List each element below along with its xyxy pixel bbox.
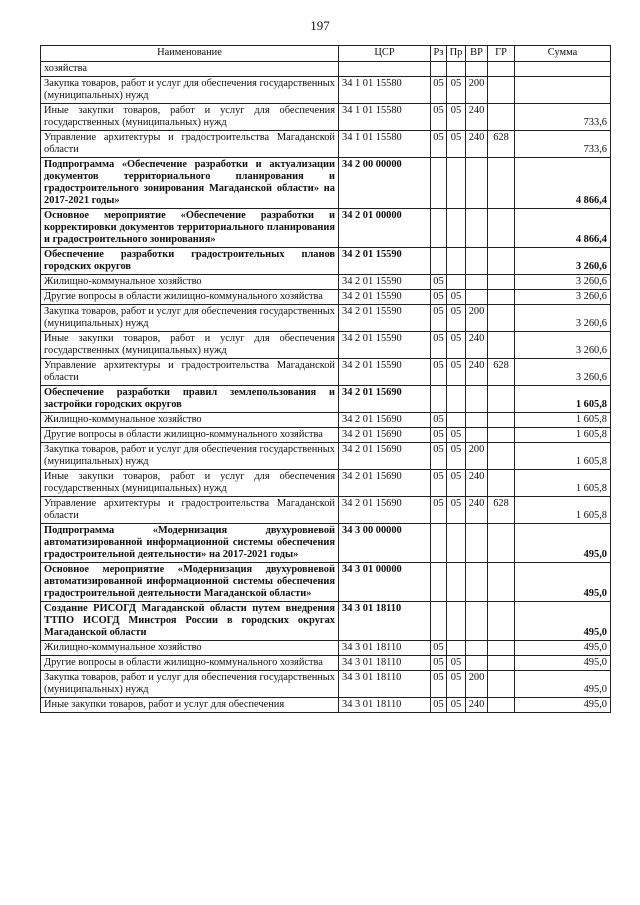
cell-gr (488, 443, 515, 470)
cell-rz (431, 209, 447, 248)
cell-csr: 34 2 01 15590 (339, 290, 431, 305)
table-row (41, 332, 611, 359)
cell-pr: 05 (447, 443, 466, 470)
table-row (41, 470, 611, 497)
cell-gr: 628 (488, 131, 515, 158)
cell-gr (488, 671, 515, 698)
cell-pr (447, 275, 466, 290)
cell-rz (431, 563, 447, 602)
cell-sum: 733,6 (515, 104, 611, 131)
cell-pr: 05 (447, 290, 466, 305)
cell-rz: 05 (431, 305, 447, 332)
cell-sum: 1 605,8 (515, 470, 611, 497)
cell-rz (431, 602, 447, 641)
cell-csr: 34 2 01 15690 (339, 413, 431, 428)
cell-sum: 495,0 (515, 602, 611, 641)
cell-csr: 34 2 01 15690 (339, 470, 431, 497)
table-row (41, 443, 611, 470)
table-row (41, 671, 611, 698)
cell-vr: 240 (466, 332, 488, 359)
cell-sum: 495,0 (515, 524, 611, 563)
cell-sum: 3 260,6 (515, 275, 611, 290)
cell-gr: 628 (488, 497, 515, 524)
page-number: 197 (310, 18, 330, 33)
cell-gr (488, 641, 515, 656)
cell-vr: 240 (466, 131, 488, 158)
cell-vr (466, 413, 488, 428)
table-row (41, 275, 611, 290)
cell-name: Жилищно-коммунальное хозяйство (41, 275, 339, 290)
cell-rz: 05 (431, 443, 447, 470)
cell-gr (488, 656, 515, 671)
cell-csr: 34 1 01 15580 (339, 104, 431, 131)
cell-vr (466, 602, 488, 641)
cell-name: Закупка товаров, работ и услуг для обеспечения государственных (муниципальных) нужд (41, 671, 339, 698)
cell-name: Подпрограмма «Обеспечение разработки и актуализации документов территориального планирования и градостроительного зонирования Магаданской области» на 2017-2021 годы» (41, 158, 339, 209)
cell-csr: 34 2 01 15690 (339, 428, 431, 443)
cell-pr: 05 (447, 104, 466, 131)
cell-gr (488, 386, 515, 413)
cell-csr: 34 2 01 15590 (339, 332, 431, 359)
cell-pr (447, 524, 466, 563)
header-rz: Рз (431, 46, 447, 62)
cell-gr (488, 290, 515, 305)
cell-rz: 05 (431, 497, 447, 524)
cell-csr: 34 2 01 15590 (339, 275, 431, 290)
cell-sum: 1 605,8 (515, 428, 611, 443)
cell-vr (466, 248, 488, 275)
cell-pr: 05 (447, 428, 466, 443)
cell-name: Иные закупки товаров, работ и услуг для обеспечения государственных (муниципальных) нужд (41, 332, 339, 359)
cell-csr: 34 1 01 15580 (339, 77, 431, 104)
cell-pr: 05 (447, 698, 466, 713)
cell-vr: 240 (466, 104, 488, 131)
cell-vr: 200 (466, 305, 488, 332)
cell-vr: 200 (466, 443, 488, 470)
cell-pr (447, 413, 466, 428)
cell-vr (466, 386, 488, 413)
cell-csr: 34 3 01 18110 (339, 698, 431, 713)
cell-pr: 05 (447, 671, 466, 698)
cell-csr: 34 2 01 00000 (339, 209, 431, 248)
cell-pr: 05 (447, 656, 466, 671)
table-row (41, 656, 611, 671)
cell-pr (447, 641, 466, 656)
cell-gr (488, 248, 515, 275)
cell-sum: 495,0 (515, 698, 611, 713)
cell-name: Управление архитектуры и градостроительства Магаданской области (41, 497, 339, 524)
cell-vr: 240 (466, 497, 488, 524)
table-row (41, 602, 611, 641)
cell-sum (515, 62, 611, 77)
cell-sum: 1 605,8 (515, 413, 611, 428)
cell-sum: 1 605,8 (515, 386, 611, 413)
cell-gr (488, 209, 515, 248)
table-row (41, 386, 611, 413)
cell-pr: 05 (447, 77, 466, 104)
cell-pr: 05 (447, 305, 466, 332)
cell-gr (488, 698, 515, 713)
table-row (41, 428, 611, 443)
cell-csr: 34 3 01 00000 (339, 563, 431, 602)
cell-rz: 05 (431, 131, 447, 158)
cell-sum: 4 866,4 (515, 209, 611, 248)
cell-csr: 34 2 01 15690 (339, 443, 431, 470)
cell-vr: 240 (466, 698, 488, 713)
cell-rz: 05 (431, 359, 447, 386)
cell-sum: 495,0 (515, 671, 611, 698)
cell-rz: 05 (431, 641, 447, 656)
cell-vr (466, 563, 488, 602)
cell-rz (431, 524, 447, 563)
cell-csr: 34 2 01 15690 (339, 386, 431, 413)
cell-name: Жилищно-коммунальное хозяйство (41, 413, 339, 428)
cell-csr: 34 3 01 18110 (339, 671, 431, 698)
cell-sum: 3 260,6 (515, 290, 611, 305)
cell-csr: 34 3 01 18110 (339, 602, 431, 641)
cell-vr (466, 62, 488, 77)
cell-pr (447, 563, 466, 602)
cell-rz (431, 386, 447, 413)
cell-vr (466, 158, 488, 209)
header-sum: Сумма (515, 46, 611, 62)
cell-gr (488, 563, 515, 602)
cell-name: хозяйства (41, 62, 339, 77)
cell-name: Обеспечение разработки правил землепользования и застройки городских округов (41, 386, 339, 413)
cell-sum: 1 605,8 (515, 497, 611, 524)
cell-name: Жилищно-коммунальное хозяйство (41, 641, 339, 656)
cell-rz: 05 (431, 428, 447, 443)
cell-name: Обеспечение разработки градостроительных планов городских округов (41, 248, 339, 275)
cell-csr: 34 2 01 15590 (339, 359, 431, 386)
cell-pr (447, 62, 466, 77)
cell-sum: 495,0 (515, 656, 611, 671)
cell-csr: 34 3 01 18110 (339, 641, 431, 656)
cell-name: Основное мероприятие «Модернизация двухуровневой автоматизированной информационной системы обеспечения градостроительной деятельности Магаданской области» (41, 563, 339, 602)
table-row (41, 305, 611, 332)
cell-vr (466, 428, 488, 443)
cell-pr: 05 (447, 359, 466, 386)
cell-name: Подпрограмма «Модернизация двухуровневой автоматизированной информационной системы обеспечения градостроительной деятельности» на 2017-2021 годы» (41, 524, 339, 563)
cell-sum: 1 605,8 (515, 443, 611, 470)
table-row (41, 524, 611, 563)
cell-gr (488, 428, 515, 443)
cell-vr (466, 524, 488, 563)
cell-vr: 200 (466, 671, 488, 698)
cell-sum: 3 260,6 (515, 305, 611, 332)
cell-vr (466, 290, 488, 305)
cell-pr (447, 386, 466, 413)
cell-gr (488, 275, 515, 290)
cell-rz (431, 62, 447, 77)
table-header-row (41, 46, 611, 62)
cell-csr: 34 2 01 15690 (339, 497, 431, 524)
cell-csr: 34 3 00 00000 (339, 524, 431, 563)
cell-gr (488, 305, 515, 332)
table-row (41, 497, 611, 524)
cell-pr: 05 (447, 470, 466, 497)
cell-sum: 4 866,4 (515, 158, 611, 209)
cell-csr: 34 2 01 15590 (339, 305, 431, 332)
cell-vr: 240 (466, 359, 488, 386)
cell-name: Иные закупки товаров, работ и услуг для обеспечения (41, 698, 339, 713)
cell-name: Основное мероприятие «Обеспечение разработки и корректировки документов территориального планирования и градостроительного зонирования» (41, 209, 339, 248)
table-row (41, 62, 611, 77)
header-csr: ЦСР (339, 46, 431, 62)
table-row (41, 290, 611, 305)
table-row (41, 77, 611, 104)
cell-rz: 05 (431, 332, 447, 359)
cell-rz: 05 (431, 470, 447, 497)
cell-name: Закупка товаров, работ и услуг для обеспечения государственных (муниципальных) нужд (41, 305, 339, 332)
cell-gr (488, 470, 515, 497)
cell-rz (431, 158, 447, 209)
cell-pr (447, 209, 466, 248)
table-row (41, 698, 611, 713)
cell-vr (466, 209, 488, 248)
cell-sum: 3 260,6 (515, 359, 611, 386)
cell-gr (488, 332, 515, 359)
cell-gr (488, 602, 515, 641)
cell-rz: 05 (431, 275, 447, 290)
cell-name: Иные закупки товаров, работ и услуг для обеспечения государственных (муниципальных) нужд (41, 470, 339, 497)
cell-name: Иные закупки товаров, работ и услуг для обеспечения государственных (муниципальных) нужд (41, 104, 339, 131)
cell-rz: 05 (431, 656, 447, 671)
cell-pr (447, 602, 466, 641)
table-row (41, 104, 611, 131)
cell-gr (488, 104, 515, 131)
cell-gr (488, 524, 515, 563)
cell-vr: 200 (466, 77, 488, 104)
cell-name: Другие вопросы в области жилищно-коммунального хозяйства (41, 290, 339, 305)
cell-csr (339, 62, 431, 77)
header-gr: ГР (488, 46, 515, 62)
table-row (41, 209, 611, 248)
cell-sum: 495,0 (515, 641, 611, 656)
cell-pr (447, 248, 466, 275)
cell-vr (466, 275, 488, 290)
cell-rz: 05 (431, 698, 447, 713)
cell-sum: 495,0 (515, 563, 611, 602)
cell-rz: 05 (431, 290, 447, 305)
cell-rz (431, 248, 447, 275)
cell-rz: 05 (431, 104, 447, 131)
cell-gr (488, 77, 515, 104)
table-row (41, 131, 611, 158)
cell-csr: 34 1 01 15580 (339, 131, 431, 158)
cell-name: Другие вопросы в области жилищно-коммунального хозяйства (41, 428, 339, 443)
cell-rz: 05 (431, 671, 447, 698)
header-vr: ВР (466, 46, 488, 62)
cell-name: Управление архитектуры и градостроительства Магаданской области (41, 359, 339, 386)
cell-rz: 05 (431, 77, 447, 104)
cell-vr (466, 656, 488, 671)
cell-name: Создание РИСОГД Магаданской области путем внедрения ТТПО ИСОГД Минстроя России в городских округах Магаданской области (41, 602, 339, 641)
cell-gr (488, 62, 515, 77)
cell-vr: 240 (466, 470, 488, 497)
cell-sum: 3 260,6 (515, 332, 611, 359)
table-row (41, 641, 611, 656)
cell-vr (466, 641, 488, 656)
cell-pr: 05 (447, 332, 466, 359)
table-row (41, 158, 611, 209)
table-row (41, 248, 611, 275)
header-name: Наименование (41, 46, 339, 62)
cell-csr: 34 3 01 18110 (339, 656, 431, 671)
cell-name: Управление архитектуры и градостроительства Магаданской области (41, 131, 339, 158)
table-row (41, 413, 611, 428)
cell-rz: 05 (431, 413, 447, 428)
cell-pr: 05 (447, 497, 466, 524)
cell-sum: 733,6 (515, 131, 611, 158)
cell-sum: 3 260,6 (515, 248, 611, 275)
header-pr: Пр (447, 46, 466, 62)
table-row (41, 563, 611, 602)
cell-csr: 34 2 01 15590 (339, 248, 431, 275)
cell-name: Закупка товаров, работ и услуг для обеспечения государственных (муниципальных) нужд (41, 443, 339, 470)
table-row (41, 359, 611, 386)
cell-gr (488, 158, 515, 209)
cell-csr: 34 2 00 00000 (339, 158, 431, 209)
cell-name: Другие вопросы в области жилищно-коммунального хозяйства (41, 656, 339, 671)
cell-pr: 05 (447, 131, 466, 158)
cell-gr: 628 (488, 359, 515, 386)
cell-sum (515, 77, 611, 104)
cell-pr (447, 158, 466, 209)
cell-gr (488, 413, 515, 428)
budget-table (40, 45, 611, 713)
cell-name: Закупка товаров, работ и услуг для обеспечения государственных (муниципальных) нужд (41, 77, 339, 104)
